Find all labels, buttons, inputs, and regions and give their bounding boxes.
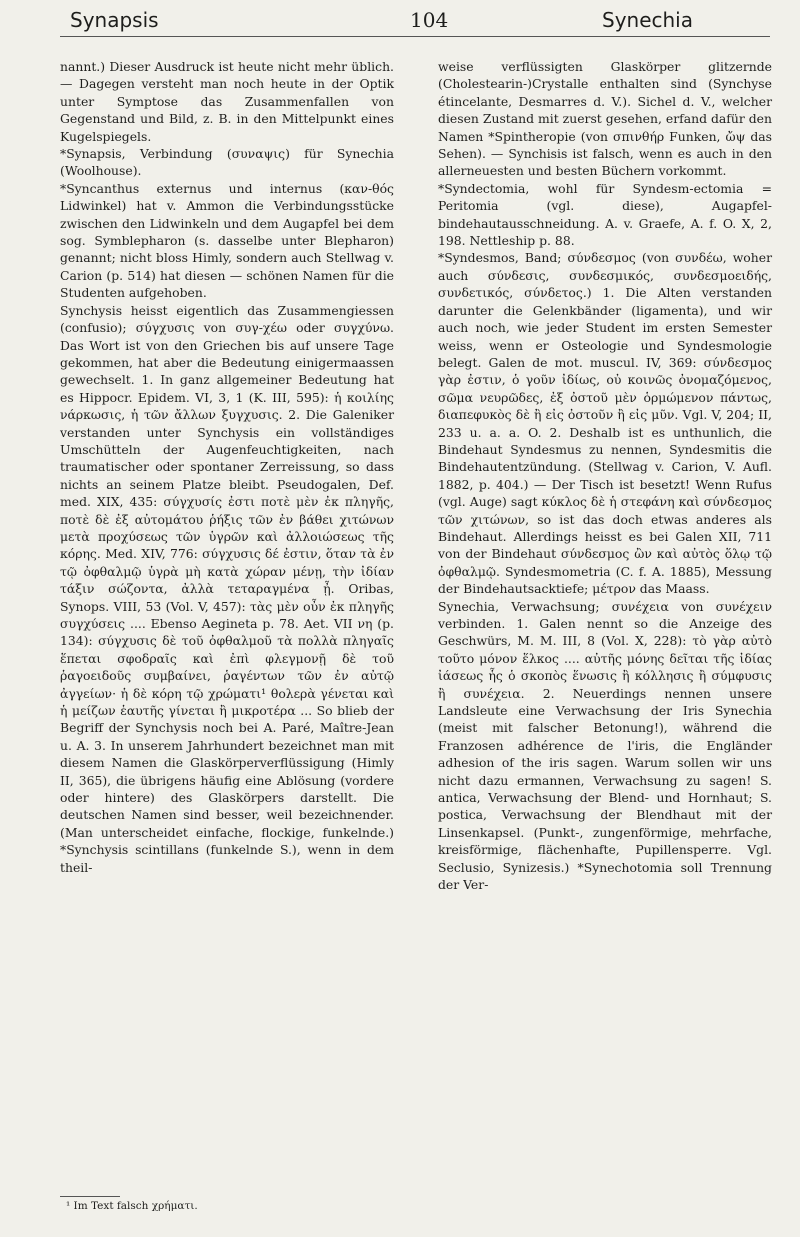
entry-syndectomia: *Syndectomia, wohl für Syndesm-ectomia = Peritomia (vgl. diese), Augapfel-bindehautausschneidung. A. v. Graefe, A. f. O. X, 2, 198. Nettleship p. 88. (438, 180, 772, 249)
left-column (60, 58, 394, 876)
header-right-keyword: Synechia (602, 8, 693, 32)
footnote: ¹ Im Text falsch χρήματι. (66, 1200, 198, 1212)
entry-syndesmos: *Syndesmos, Band; σύνδεσμος (von συνδέω, woher auch σύνδεσις, συνδεσμικός, συνδεσμοειδής, συνδετικός, σύνδετος.) 1. Die Alten verstanden darunter die Gelenkbänder (ligamenta), und wir auch noch, wie jeder Student im ersten Semester weiss, wenn er Osteologie und Syndesmologie belegt. Galen de mot. muscul. IV, 369: σύνδεσμος γὰρ ἐστιν, ὁ γοῦν ἰδίως, οὐ κοινῶς ὀνομαζόμενος, σῶμα νευρῶδες, ἐξ ὀστοῦ μὲν ὁρμώμενον πάντως, διαπεφυκὸς δὲ ἢ εἰς ὀστοῦν ἢ εἰς μῦν. Vgl. V, 204; II, 233 u. a. a. O. 2. Deshalb ist es unthunlich, die Bindehaut Syndesmus zu nennen, Syndesmitis die Bindehautentzündung. (Stellwag v. Carion, V. Aufl. 1882, p. 404.) — Der Tisch ist besetzt! Wenn Rufus (vgl. Auge) sagt κύκλος δὲ ἡ στεφάνη καὶ σύνδεσμος τῶν χιτώνων, so ist das doch etwas anderes als Bindehaut. Allerdings heisst es bei Galen XII, 711 von der Bindehaut σύνδεσμος ὢν καὶ αὐτὸς ὅλῳ τῷ ὀφθαλμῷ. Syndesmometria (C. f. A. 1885), Messung der Bindehautsacktiefe; μέτρον das Maass. (438, 250, 772, 597)
paragraph-synchysis-continued: weise verflüssigten Glaskörper glitzernde (Cholestearin-)Crystalle enthalten sind (Synchyse étincelante, Desmarres d. V.). Sichel d. V., welcher diesen Zustand mit zuerst gesehen, erfand dafür den Namen *Spintheropie (von σπινθήρ Funken, ὤψ das Sehen). — Synchisis ist falsch, wenn es auch in den allerneuesten und besten Büchern vorkommt. (438, 59, 772, 179)
header-rule (60, 36, 770, 37)
entry-syncanthus: *Syncanthus externus und internus (καν-θός Lidwinkel) hat v. Ammon die Verbindungsstücke zwischen den Lidwinkeln und dem Augapfel bei dem sog. Symblepharon (s. dasselbe unter Blepharon) genannt; nicht bloss Himly, sondern auch Stellwag v. Carion (p. 514) hat diesen — schönen Namen für die Studenten aufgehoben. (60, 180, 394, 301)
entry-synechia: Synechia, Verwachsung; συνέχεια von συνέχειν verbinden. 1. Galen nennt so die Anzeige des Geschwürs, M. M. III, 8 (Vol. X, 228): τὸ γὰρ αὐτὸ τοῦτο μόνον ἕλκος .... αὐτῆς μόνης δεῖται τῆς ἰδίας ἰάσεως ἧς ὁ σκοπὸς ἕνωσις ἢ κόλλησις ἢ σύμφυσις ἢ συνέχεια. 2. Neuerdings nennen unsere Landsleute eine Verwachsung der Iris Synechia (meist mit falscher Betonung!), während die Franzosen adhérence de l'iris, die Engländer adhesion of the iris sagen. Warum sollen wir uns nicht dazu ermannen, Verwachsung zu sagen! S. antica, Verwachsung der Blend- und Hornhaut; S. postica, Verwachsung der Blendhaut mit der Linsenkapsel. (Punkt-, zungenförmige, mehrfache, kreisförmige, flächenhafte, Pupillensperre. Vgl. Seclusio, Synizesis.) *Synechotomia soll Trennung der Ver- (438, 598, 772, 893)
entry-synchysis: Synchysis heisst eigentlich das Zusammengiessen (confusio); σύγχυσις von συγ-χέω oder συγχύνω. Das Wort ist von den Griechen bis auf unsere Tage gekommen, hat aber die Bedeutung einigermaassen gewechselt. 1. In ganz allgemeiner Bedeutung hat es Hippocr. Epidem. VI, 3, 1 (K. III, 595): ἡ κοιλίης νάρκωσις, ἡ τῶν ἄλλων ξυγχυσις. 2. Die Galeniker verstanden unter Synchysis ein vollständiges Umschütteln der Augenfeuchtigkeiten, nach traumatischer oder spontaner Zerreissung, so dass nichts an seinem Platze bleibt. Pseudogalen, Def. med. XIX, 435: σύγχυσίς ἐστι ποτὲ μὲν ἐκ πληγῆς, ποτὲ δὲ ἐξ αὐτομάτου ῥήξις τῶν ἐν βάθει χιτώνων μετὰ προχύσεως τῶν ὑγρῶν καὶ ἀλλοιώσεως τῆς κόρης. Med. XIV, 776: σύγχυσις δέ ἐστιν, ὅταν τὰ ἐν τῷ ὀφθαλμῷ ὑγρὰ μὴ κατὰ χώραν μένῃ, τὴν ἰδίαν τάξιν σώζοντα, ἀλλὰ τεταραγμένα ᾖ. Oribas, Synops. VIII, 53 (Vol. V, 457): τὰς μὲν οὖν ἐκ πληγῆς συγχύσεις .... Ebenso Aegineta p. 78. Aet. VII νη (p. 134): σύγχυσις δὲ τοῦ ὀφθαλμοῦ τὰ πολλὰ πληγαῖς ἕπεται σφοδραῖς καὶ ἐπὶ φλεγμονῇ δὲ τοῦ ῥαγοειδοῦς συμβαίνει, ῥαγέντων τῶν ἐν αὐτῷ ἀγγείων· ἡ δὲ κόρη τῷ χρώματι¹ θολερὰ γένεται καὶ ἡ μείζων ἑαυτῆς γίνεται ἢ μικροτέρα ... So blieb der Begriff der Synchysis noch bei A. Paré, Maître-Jean u. A. 3. In unserem Jahrhundert bezeichnet man mit diesem Namen die Glaskörperverflüssigung (Himly II, 365), die übrigens häufig eine Ablösung (vordere oder hintere) des Glaskörpers darstellt. Die deutschen Namen sind besser, weil bezeichnender. (Man unterscheidet einfache, flockige, funkelnde.) *Synchysis scintillans (funkelnde S.), wenn in dem theil- (60, 302, 394, 875)
header-left-keyword: Synapsis (70, 8, 159, 32)
footnote-rule (60, 1196, 120, 1197)
running-header (70, 8, 765, 34)
entry-synapsis: *Synapsis, Verbindung (συναψις) für Synechia (Woolhouse). (60, 146, 394, 179)
page-number: 104 (410, 8, 449, 32)
paragraph-symptose: nannt.) Dieser Ausdruck ist heute nicht mehr üblich. — Dagegen versteht man noch heute in der Optik unter Symptose das Zusammenfallen von Gegenstand und Bild, z. B. in den Mittelpunkt eines Kugelspiegels. (60, 59, 394, 144)
right-column (438, 58, 772, 894)
